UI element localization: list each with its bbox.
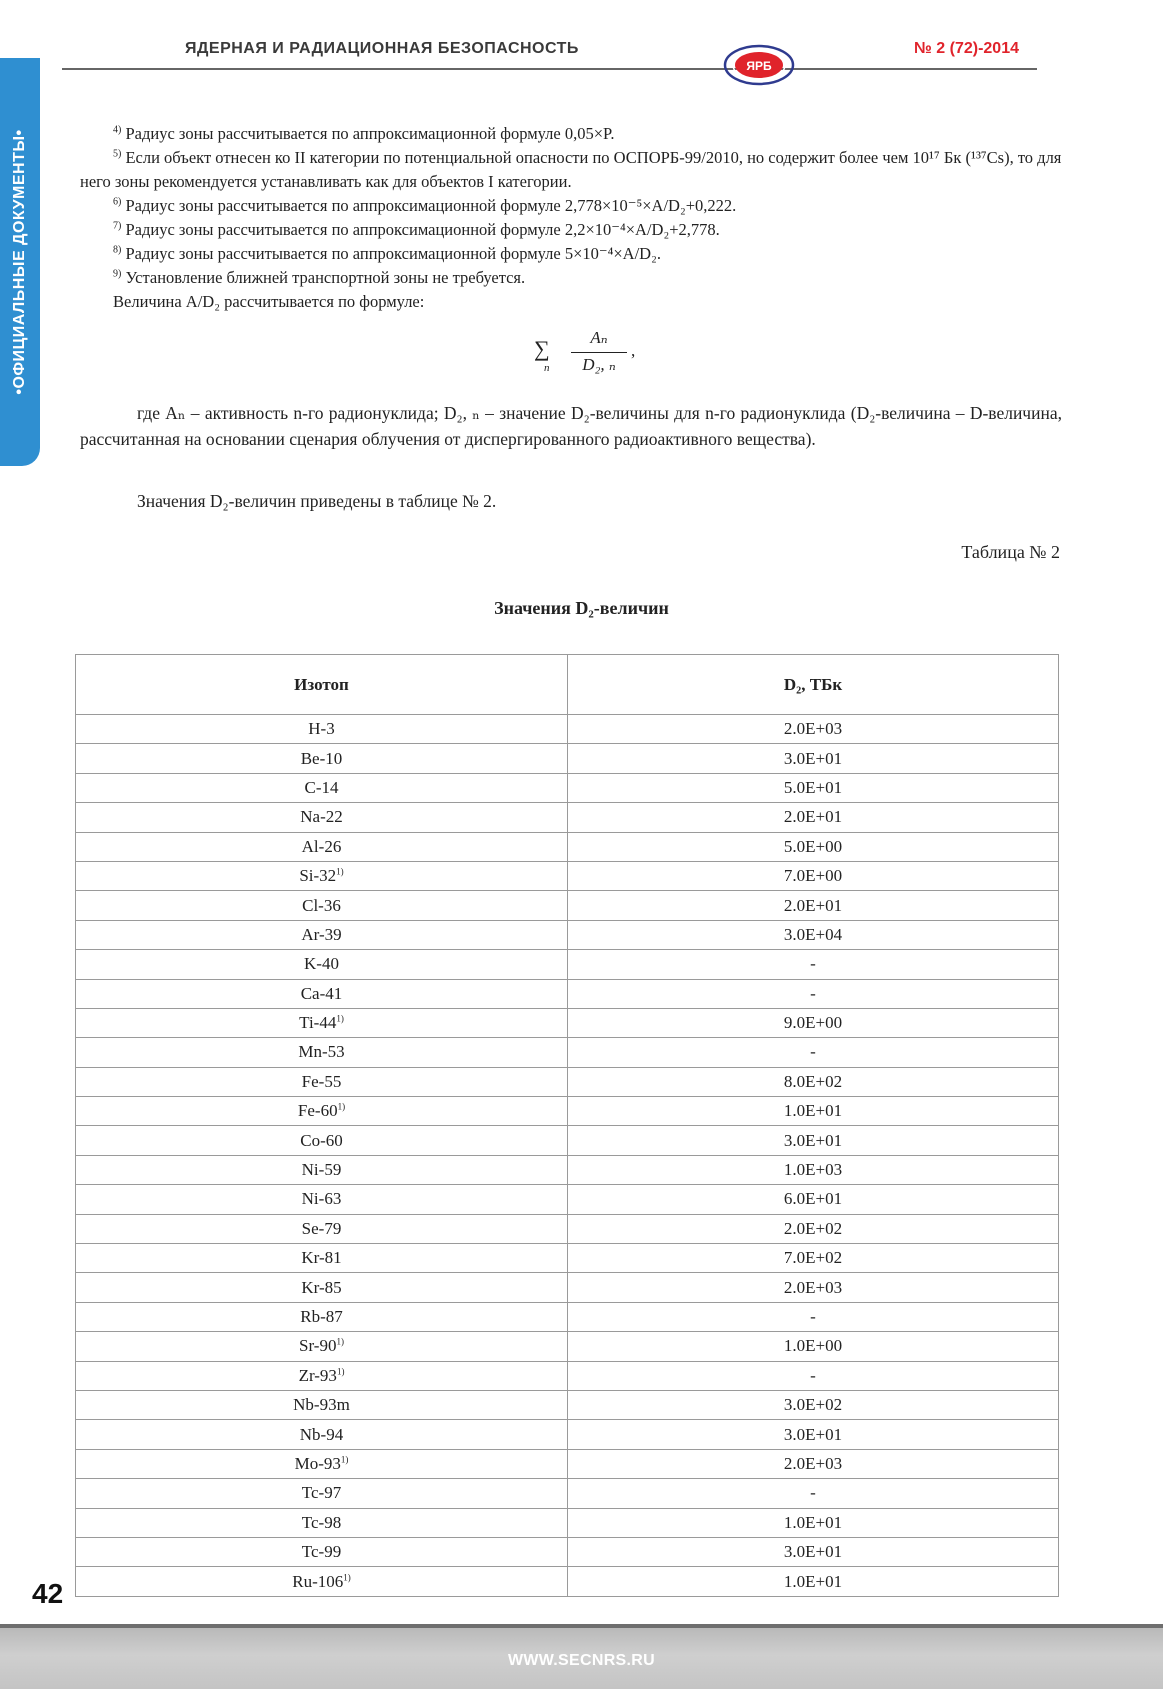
table-row [76,1479,1059,1508]
table-row [76,1244,1059,1273]
footnote: $^{6)}$ Радиус зоны рассчитывается по аппроксимационной формуле 2,778×10⁻⁵×A/D₂+0,222. [113,196,737,215]
table-row [76,1420,1059,1449]
header-rule [62,66,1037,72]
d2-value-cell: 2.0E+02 [568,1214,1059,1243]
d2-value-cell: 5.0E+01 [568,773,1059,802]
d2-value-cell: - [568,1361,1059,1390]
formula-numerator: Aₙ [590,328,608,347]
isotope-cell: Na-22 [76,803,568,832]
isotope-cell: Ru-106$^{1)}$ [76,1567,568,1596]
section-tab-label: •ОФИЦИАЛЬНЫЕ ДОКУМЕНТЫ• [11,129,28,395]
d2-value-cell: 6.0E+01 [568,1185,1059,1214]
d2-value-cell: 1.0E+03 [568,1155,1059,1184]
isotope-cell: Nb-94 [76,1420,568,1449]
isotope-cell: Fe-60$^{1)}$ [76,1097,568,1126]
d2-value-cell: 1.0E+00 [568,1332,1059,1361]
footnote: $^{4)}$ Радиус зоны рассчитывается по аппроксимационной формуле 0,05×P. [113,124,615,143]
isotope-cell: Se-79 [76,1214,568,1243]
d2-value-cell: 3.0E+01 [568,744,1059,773]
table-body [76,715,1059,1597]
isotope-cell: H-3 [76,715,568,744]
isotope-cell: Tc-99 [76,1537,568,1566]
isotope-cell: Tc-97 [76,1479,568,1508]
table-row [76,1126,1059,1155]
table-row [76,920,1059,949]
table-row [76,861,1059,890]
table-label: Таблица № 2 [961,542,1060,562]
isotope-cell: Co-60 [76,1126,568,1155]
isotope-cell: K-40 [76,950,568,979]
header-d2: D₂, ТБк [568,655,1059,715]
formula-comma: , [631,341,636,360]
d2-value-cell: 7.0E+00 [568,861,1059,890]
table-row [76,1449,1059,1478]
journal-title: ЯДЕРНАЯ И РАДИАЦИОННАЯ БЕЗОПАСНОСТЬ [185,40,579,57]
table-row [76,891,1059,920]
d2-value-cell: - [568,1479,1059,1508]
table-row [76,1273,1059,1302]
isotope-cell: Rb-87 [76,1302,568,1331]
footnote: $^{5)}$ Если объект отнесен ко II категории по потенциальной опасности по ОСПОРБ-99/2010, но содержит более чем 10¹⁷ Бк (¹³⁷Cs), то для него зоны рекомендуется устанавливать как для объектов I категории. [80,148,1062,191]
isotope-cell: Si-32$^{1)}$ [76,861,568,890]
isotope-cell: Cl-36 [76,891,568,920]
d2-value-cell: 3.0E+02 [568,1390,1059,1419]
table-row [76,1067,1059,1096]
table-row [76,1097,1059,1126]
isotope-cell: Mo-93$^{1)}$ [76,1449,568,1478]
isotope-cell: Kr-85 [76,1273,568,1302]
isotope-cell: Tc-98 [76,1508,568,1537]
d2-value-cell: 2.0E+01 [568,891,1059,920]
table-row [76,1361,1059,1390]
isotope-cell: Kr-81 [76,1244,568,1273]
isotope-cell: Ni-59 [76,1155,568,1184]
isotope-cell: Al-26 [76,832,568,861]
website-link[interactable]: WWW.SECNRS.RU [507,1652,655,1669]
isotope-cell: Be-10 [76,744,568,773]
d2-value-cell: 3.0E+04 [568,920,1059,949]
d2-value-cell: - [568,950,1059,979]
isotope-cell: Sr-90$^{1)}$ [76,1332,568,1361]
footnotes [80,122,1062,314]
d2-value-cell: - [568,1038,1059,1067]
sigma-index: n [544,362,550,374]
header-isotope: Изотоп [76,655,568,715]
formula-intro: Величина A/D₂ рассчитывается по формуле: [113,292,425,311]
sum-formula [534,328,634,386]
d2-value-cell: 7.0E+02 [568,1244,1059,1273]
page-number: 42 [32,1578,64,1609]
table-header-row [76,655,1059,715]
d2-value-cell: 1.0E+01 [568,1508,1059,1537]
d2-value-cell: 2.0E+03 [568,1449,1059,1478]
table-row [76,1155,1059,1184]
table-row [76,1302,1059,1331]
journal-logo [723,42,795,88]
isotope-cell: Ca-41 [76,979,568,1008]
isotope-cell: Ar-39 [76,920,568,949]
d2-value-cell: - [568,1302,1059,1331]
formula-denominator: D₂, ₙ [582,355,616,374]
d2-values-table [75,654,1059,1597]
d2-value-cell: 8.0E+02 [568,1067,1059,1096]
d2-value-cell: 1.0E+01 [568,1567,1059,1596]
table-row [76,950,1059,979]
where-paragraph: где Aₙ – активность n-го радионуклида; D₂, ₙ – значение D₂-величины для n-го радионуклида (D₂-величина – D-величина, рассчитанная на основании сценария облучения от диспергированного радиоактивного вещества). [80,403,1062,449]
d2-value-cell: - [568,979,1059,1008]
isotope-cell: Zr-93$^{1)}$ [76,1361,568,1390]
isotope-cell: Ti-44$^{1)}$ [76,1008,568,1037]
table-row [76,1185,1059,1214]
table-row [76,773,1059,802]
isotope-cell: Fe-55 [76,1067,568,1096]
isotope-cell: Ni-63 [76,1185,568,1214]
d2-value-cell: 3.0E+01 [568,1537,1059,1566]
table-row [76,715,1059,744]
footnote: $^{9)}$ Установление ближней транспортной зоны не требуется. [113,268,526,287]
values-paragraph: Значения D₂-величин приведены в таблице № 2. [137,491,497,511]
isotope-cell: C-14 [76,773,568,802]
table-row [76,1390,1059,1419]
footnote: $^{7)}$ Радиус зоны рассчитывается по аппроксимационной формуле 2,2×10⁻⁴×A/D₂+2,778. [113,220,720,239]
table-row [76,1567,1059,1596]
isotope-cell: Nb-93m [76,1390,568,1419]
table-row [76,1008,1059,1037]
d2-value-cell: 2.0E+01 [568,803,1059,832]
footnote: $^{8)}$ Радиус зоны рассчитывается по аппроксимационной формуле 5×10⁻⁴×A/D₂. [113,244,661,263]
table-row [76,744,1059,773]
d2-value-cell: 2.0E+03 [568,1273,1059,1302]
table-row [76,1537,1059,1566]
table-row [76,1508,1059,1537]
logo-text: ЯРБ [746,59,772,73]
isotope-cell: Mn-53 [76,1038,568,1067]
issue-number: № 2 (72)-2014 [914,40,1019,57]
table-row [76,803,1059,832]
d2-value-cell: 3.0E+01 [568,1126,1059,1155]
d2-value-cell: 9.0E+00 [568,1008,1059,1037]
d2-value-cell: 5.0E+00 [568,832,1059,861]
table-row [76,1214,1059,1243]
d2-value-cell: 3.0E+01 [568,1420,1059,1449]
d2-value-cell: 1.0E+01 [568,1097,1059,1126]
table-row [76,979,1059,1008]
d2-value-cell: 2.0E+03 [568,715,1059,744]
table-row [76,1332,1059,1361]
fraction-bar [571,352,627,353]
sigma-symbol: ∑ [534,336,550,361]
table-row [76,1038,1059,1067]
table-title: Значения D₂-величин [494,598,669,618]
table-row [76,832,1059,861]
